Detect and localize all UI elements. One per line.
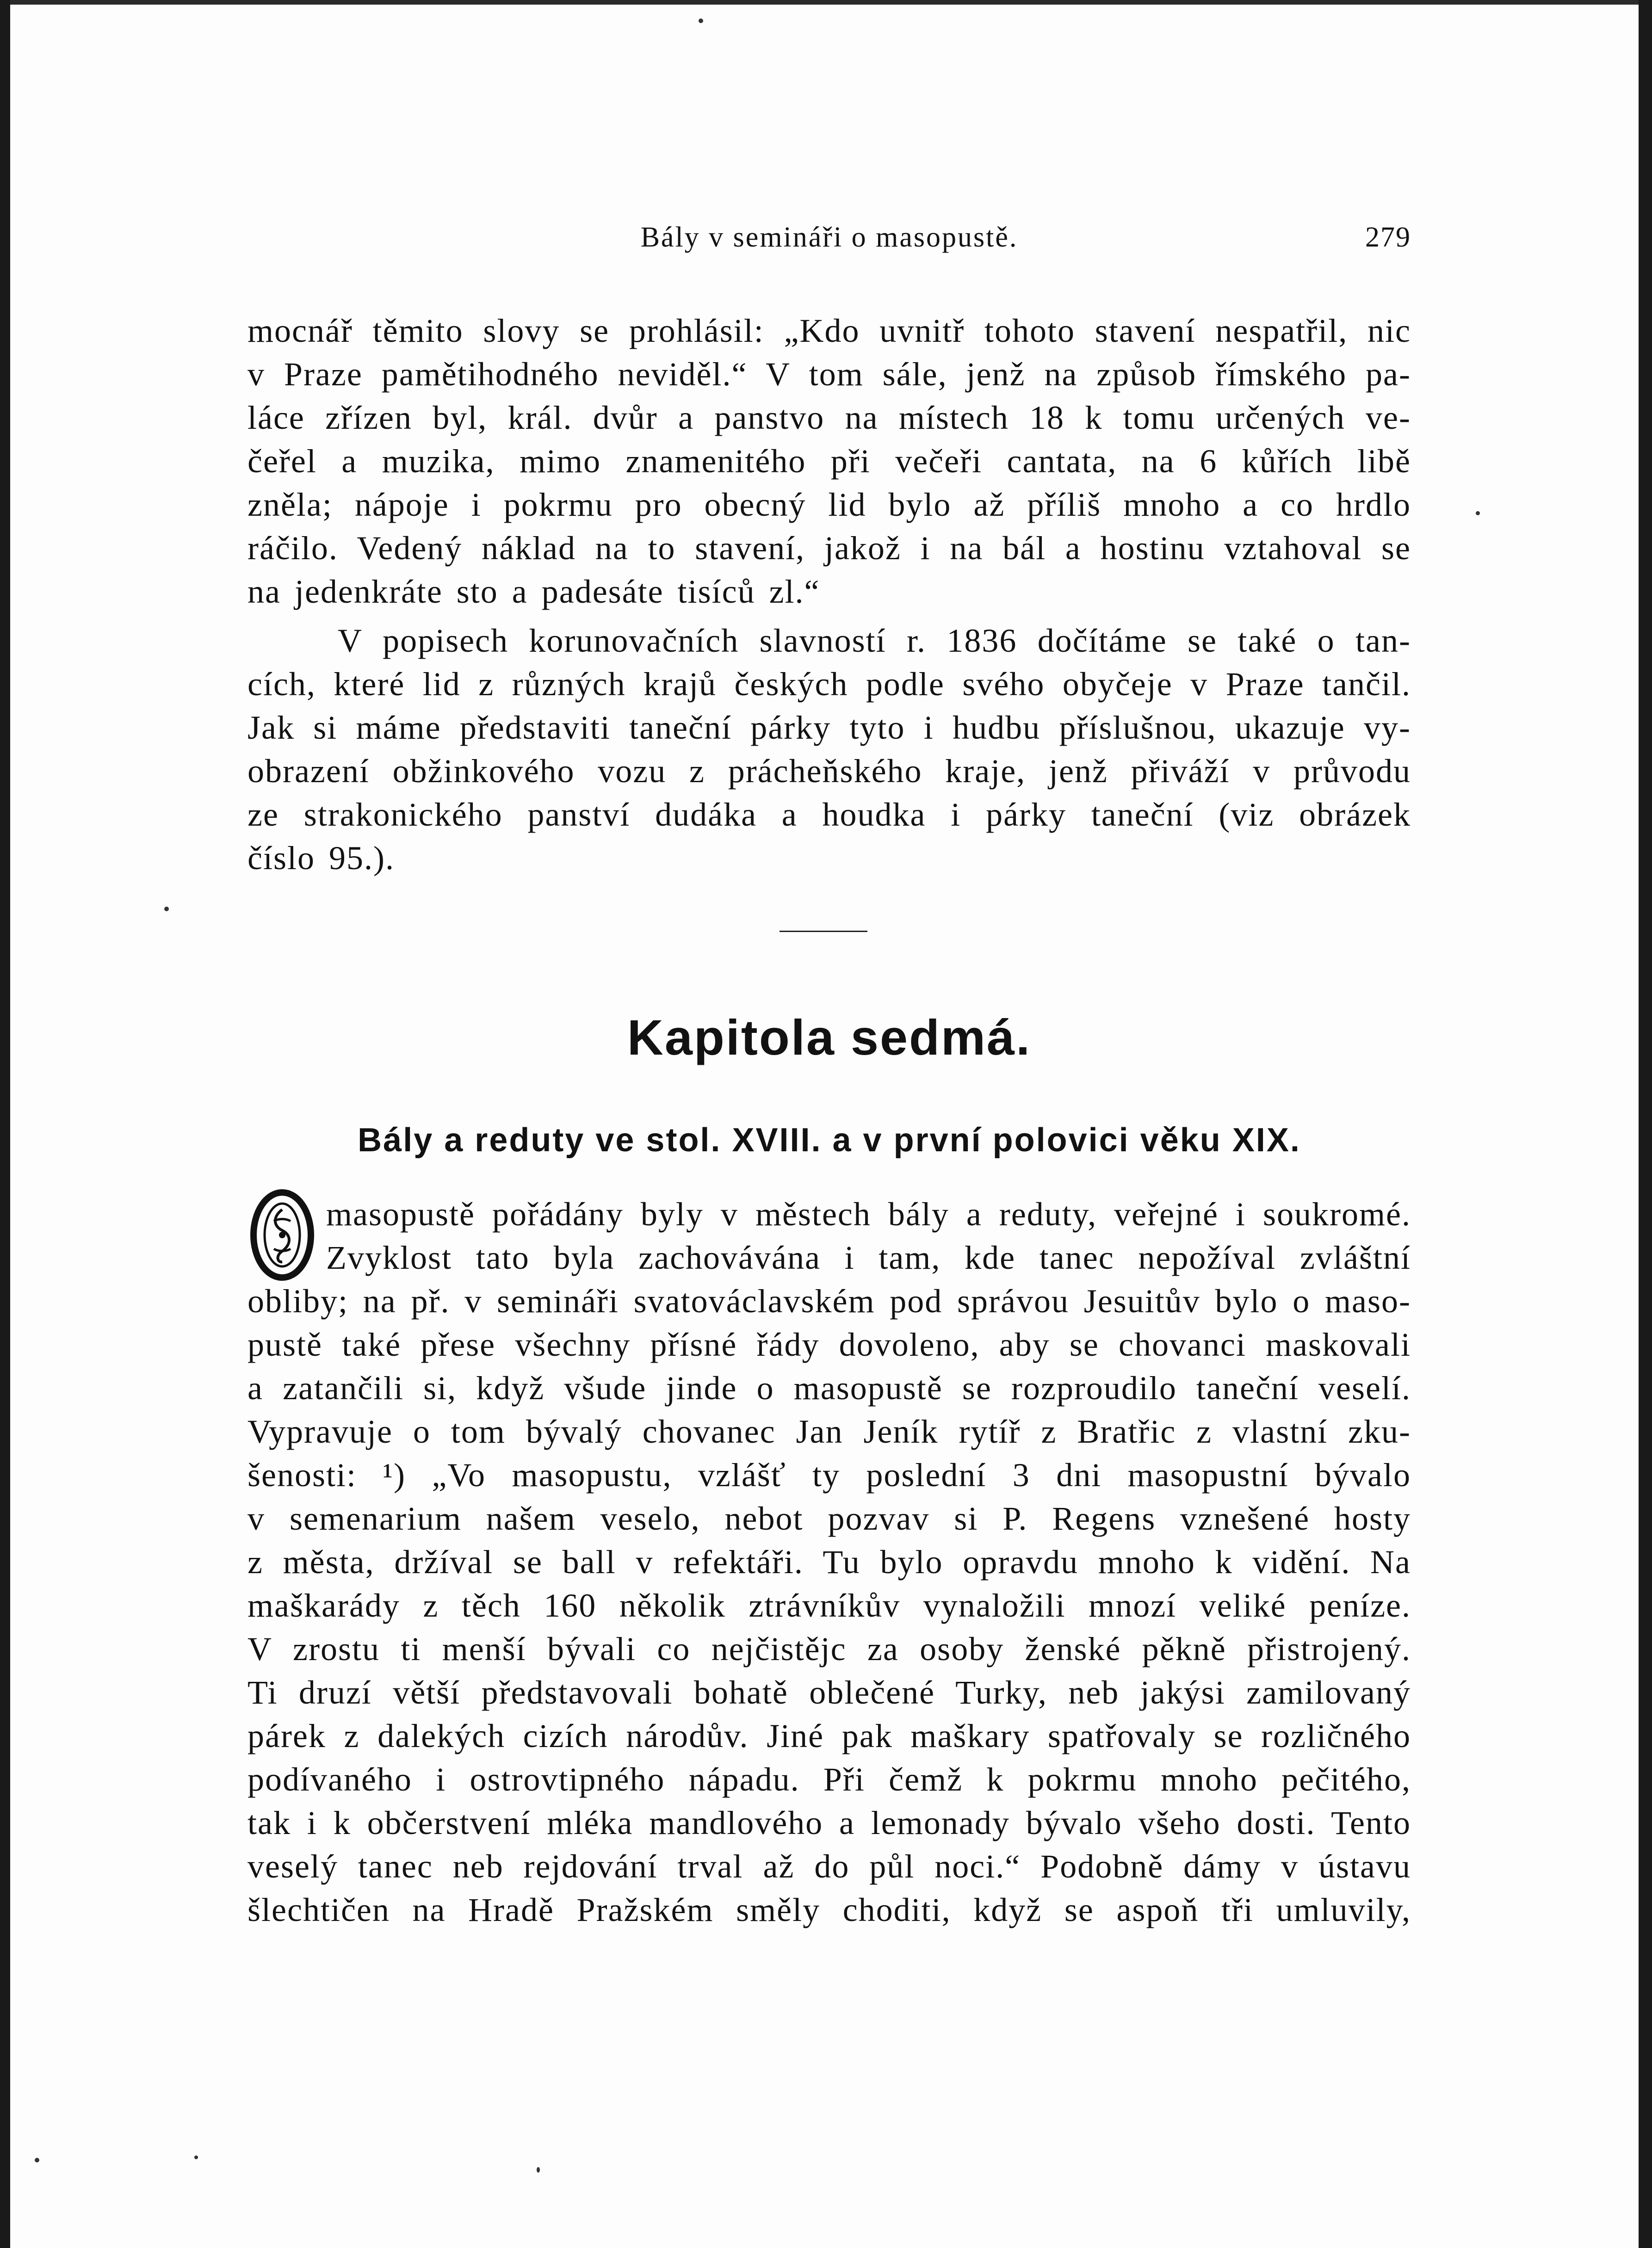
- paragraph-3: [247, 1192, 1411, 1932]
- text-line: mocnář těmito slovy se prohlásil: „Kdo uvnitř tohoto stavení nespatřil, nic: [247, 312, 1411, 349]
- text-line: obliby; na př. v semináři svatováclavském pod správou Jesuitův bylo o maso-: [247, 1283, 1411, 1320]
- text-line: z města, držíval se ball v refektáři. Tu bylo opravdu mnoho k vidění. Na: [247, 1544, 1411, 1581]
- text-line: obrazení obžinkového vozu z prácheňského kraje, jenž přiváží v průvodu: [247, 753, 1411, 790]
- scan-speck: [699, 19, 703, 23]
- text-line: ze strakonického panství dudáka a houdka i párky taneční (viz obrázek: [247, 796, 1411, 833]
- running-head: Bály v semináři o masopustě.: [640, 222, 1018, 253]
- text-line: zněla; nápoje i pokrmu pro obecný lid bylo až příliš mnoho a co hrdlo: [247, 486, 1411, 523]
- text-line: na jedenkráte sto a padesáte tisíců zl.“: [247, 573, 820, 610]
- text-line: párek z dalekých cizích národův. Jiné pak maškary spatřovaly se rozličného: [247, 1717, 1411, 1754]
- text-line: cích, které lid z různých krajů českých podle svého obyčeje v Praze tančil.: [247, 666, 1411, 703]
- text-line: tak i k občerstvení mléka mandlového a lemonady bývalo všeho dosti. Tento: [247, 1804, 1411, 1841]
- text-line: Vypravuje o tom bývalý chovanec Jan Jeník rytíř z Bratřic z vlastní zku-: [247, 1413, 1411, 1450]
- text-line: maškarády z těch 160 několik ztrávníkův vynaložili mnozí veliké peníze.: [247, 1587, 1411, 1624]
- scan-speck: [194, 2155, 198, 2159]
- scan-speck: [1476, 511, 1480, 515]
- section-separator: [780, 931, 867, 932]
- scan-edge-left: [0, 0, 10, 2248]
- text-line: šlechtičen na Hradě Pražském směly choditi, když se aspoň tři umluvily,: [247, 1891, 1411, 1928]
- text-line: láce zřízen byl, král. dvůr a panstvo na místech 18 k tomu určených ve-: [247, 399, 1411, 436]
- paragraph-2: [247, 619, 1411, 880]
- text-line: v semenarium našem veselo, nebot pozvav si P. Regens vznešené hosty: [247, 1500, 1411, 1537]
- chapter-title: Kapitola sedmá.: [627, 1009, 1032, 1065]
- scan-speck: [35, 2158, 39, 2162]
- text-line: V popisech korunovačních slavností r. 1836 dočítáme se také o tan-: [338, 622, 1411, 659]
- page-number: 279: [1365, 222, 1411, 253]
- text-line: čeřel a muzika, mimo znamenitého při večeři cantata, na 6 kůřích libě: [247, 443, 1411, 480]
- scan-edge-top: [0, 0, 1652, 5]
- text-line: veselý tanec neb rejdování trval až do půl noci.“ Podobně dámy v ústavu: [247, 1848, 1411, 1885]
- text-line: a zatančili si, když všude jinde o masopustě se rozproudilo taneční veselí.: [247, 1370, 1411, 1407]
- scan-speck: [537, 2167, 540, 2173]
- text-line: šenosti: ¹) „Vo masopustu, vzlášť ty poslední 3 dni masopustní bývalo: [247, 1457, 1411, 1494]
- text-line: masopustě pořádány byly v městech bály a reduty, veřejné i soukromé.: [326, 1196, 1411, 1233]
- scan-speck: [164, 907, 169, 911]
- text-line: Ti druzí větší představovali bohatě oblečené Turky, neb jakýsi zamilovaný: [247, 1674, 1411, 1711]
- text-line: pustě také přese všechny přísné řády dovoleno, aby se chovanci maskovali: [247, 1326, 1411, 1363]
- chapter-subtitle: Bály a reduty ve stol. XVIII. a v první polovici věku XIX.: [358, 1122, 1301, 1159]
- text-line: Zvyklost tato byla zachovávána i tam, kde tanec nepožíval zvláštní: [326, 1239, 1411, 1276]
- text-line: číslo 95.).: [247, 840, 395, 877]
- text-line: V zrostu ti menší bývali co nejčistějc za osoby ženské pěkně přistrojený.: [247, 1630, 1411, 1667]
- text-line: podívaného i ostrovtipného nápadu. Při čemž k pokrmu mnoho pečitého,: [247, 1761, 1411, 1798]
- scan-edge-right: [1639, 0, 1652, 2248]
- text-line: Jak si máme představiti taneční párky tyto i hudbu příslušnou, ukazuje vy-: [247, 709, 1411, 746]
- paragraph-1: [247, 309, 1411, 613]
- text-line: ráčilo. Vedený náklad na to stavení, jakož i na bál a hostinu vztahoval se: [247, 530, 1411, 567]
- page-header: [247, 221, 1411, 263]
- text-line: v Praze pamětihodného neviděl.“ V tom sále, jenž na způsob římského pa-: [247, 356, 1411, 393]
